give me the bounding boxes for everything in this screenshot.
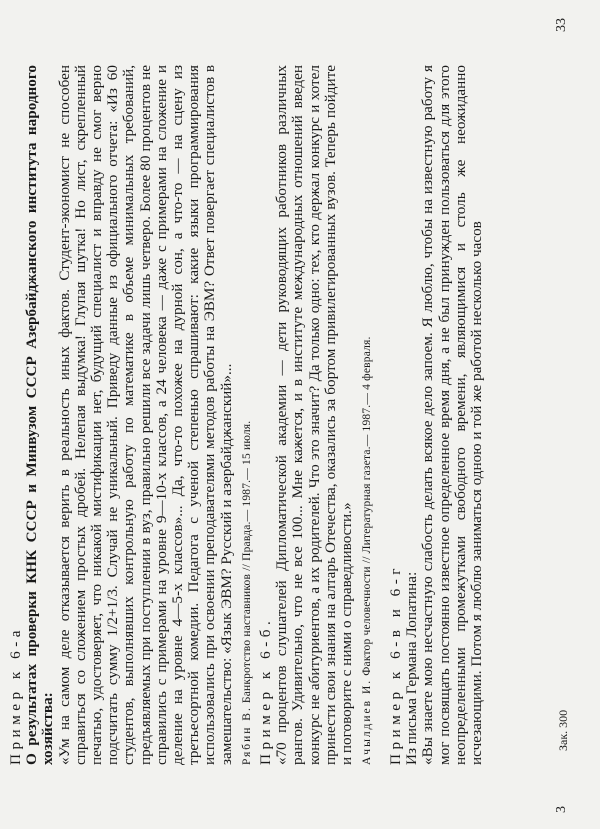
page-footer [536,18,576,813]
example-6a-source-author: Рябин В. [240,706,253,765]
example-6v-quote: «Вы знаете мою несчастную слабость делать всякое дело запоем. Я люблю, чтобы на известную работу я мог посвящать постоянно известное определенное время дня, а не был принужден пользоваться для этого неопределенными промежутками свободного времени, являющимися и столь же неожиданно исчезающими. Потом я люблю заниматься одною и той же работой несколько часов [419,65,486,765]
section-example-6v-6g [388,65,485,765]
example-6b-source-author: Ачылдиев И. [361,678,374,765]
example-6a-heading: Пример к 6-а [7,626,24,765]
example-6b-source-title: Фактор человечности // Литературная газета.— 1987.— 4 февраля. [361,336,374,676]
example-6a-quote: «Ум на самом деле отказывается верить в реальность иных фактов. Студент-экономист не способен справиться со сложением простых дробей. Нелепая выдумка! Глупая шутка! Но лист, скрепленный печатью, удостоверяет, что никакой мистификации нет, будущий специалист и вправду не смог верно подсчитать сумму 1/2+1/3. Случай не уникальный. Приведу данные из официального отчета: «Из 60 студентов, выполнявших контрольную работу по математике в объеме минимальных требований, предъявляемых при поступлении в вуз, правильно решили все задачи лишь четверо. Более 80 процентов не справились с примерами на уровне 9—10-х классов, а 24 человека — даже с примерами на сложение и деление на уровне 4—5-х классов»... Да, что-то похожее на дурной сон, а что-то — на сцену из третьесортной комедии. Педагога с ученой степенью спрашивают: какие языки программирования использовались при освоении преподавателями методов работы на ЭВМ? Ответ повергает специалистов в замешательство: «Язык ЭВМ? Русский и азербайджанский»... [55,65,235,765]
example-6b-source [359,65,375,765]
example-6v-heading: Пример к 6-в и 6-г [387,563,404,765]
printing-order-mark: Зак. 300 [556,709,570,751]
example-6b-heading: Пример к 6-б. [257,616,274,765]
page-number-left: 3 [554,806,569,813]
section-example-6a [8,65,267,765]
example-6a-source-title: Банкротство наставников // Правда.— 1987.— 15 июля. [240,420,253,704]
example-6v-intro: Из письма Германа Лопатина: [403,571,421,765]
section-example-6b [258,65,387,765]
page-number-right: 33 [554,18,569,32]
example-6a-source [239,65,255,765]
example-6a-intro: О результатах проверки КНК СССР и Минвузом СССР Азербайджанского института народного хозяйства: [23,65,57,765]
example-6b-quote: «70 процентов слушателей Дипломатической академии — дети руководящих работников различных рангов. Удивительно, что не все 100... Мне кажется, и в институте международных отношений введен конкурс не абитуриентов, а их родителей. Что это значит? Да только одно: тех, кто держал конкурс и хотел принести свои знания на алтарь Отечества, оказались за бортом привилегированных вузов. Теперь пойдите и поговорите с ними о справедливости.» [273,65,356,765]
